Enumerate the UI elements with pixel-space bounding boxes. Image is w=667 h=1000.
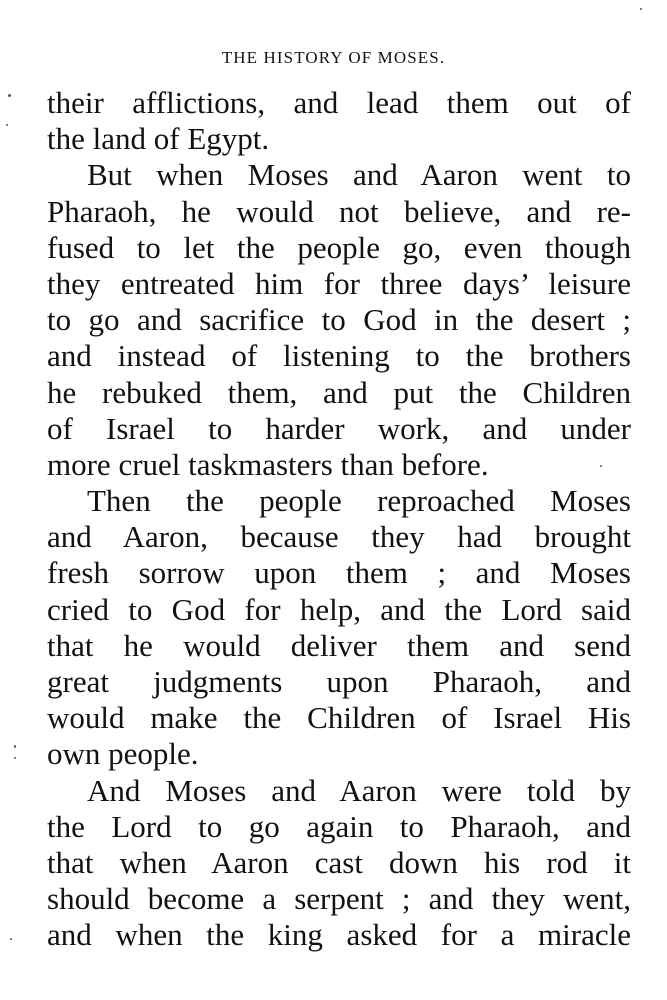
text-line-13: and Aaron, because they had brought (47, 519, 631, 555)
text-line-15: cried to God for help, and the Lord said (47, 591, 631, 627)
text-line-20: And Moses and Aaron were told by (87, 772, 631, 808)
text-line-21: the Lord to go again to Pharaoh, and (47, 808, 631, 844)
print-speck (6, 124, 8, 126)
text-line-24: and when the king asked for a miracle (47, 917, 631, 953)
text-line-17: great judgments upon Pharaoh, and (47, 664, 631, 699)
text-line-23: should become a serpent ; and they went, (47, 881, 631, 917)
text-line-22: that when Aaron cast down his rod it (47, 844, 631, 880)
text-line-11: more cruel taskmasters than before. (47, 446, 489, 482)
body-text (47, 85, 631, 954)
print-speck (10, 938, 12, 940)
text-line-1: their afflictions, and lead them out of (47, 85, 631, 120)
text-line-5: fused to let the people go, even though (47, 229, 631, 265)
text-line-10: of Israel to harder work, and under (47, 410, 631, 446)
text-line-4: Pharaoh, he would not believe, and re- (47, 193, 631, 229)
print-speck (14, 745, 16, 748)
print-speck (640, 8, 642, 10)
print-speck (14, 757, 16, 759)
print-speck (8, 94, 11, 97)
text-line-8: and instead of listening to the brothers (47, 338, 631, 374)
text-line-18: would make the Children of Israel His (47, 700, 631, 736)
text-line-16: that he would deliver them and send (47, 627, 631, 663)
text-line-3: But when Moses and Aaron went to (87, 157, 631, 193)
running-title: THE HISTORY OF MOSES. (221, 48, 446, 67)
text-line-12: Then the people reproached Moses (87, 483, 631, 519)
text-line-9: he rebuked them, and put the Children (47, 374, 631, 410)
text-line-14: fresh sorrow upon them ; and Moses (47, 555, 631, 591)
print-speck (600, 465, 602, 467)
text-line-19: own people. (47, 736, 199, 772)
text-line-6: they entreated him for three days’ leisure (47, 265, 631, 301)
text-line-2: the land of Egypt. (47, 121, 270, 157)
text-line-7: to go and sacrifice to God in the desert ; (47, 302, 631, 338)
